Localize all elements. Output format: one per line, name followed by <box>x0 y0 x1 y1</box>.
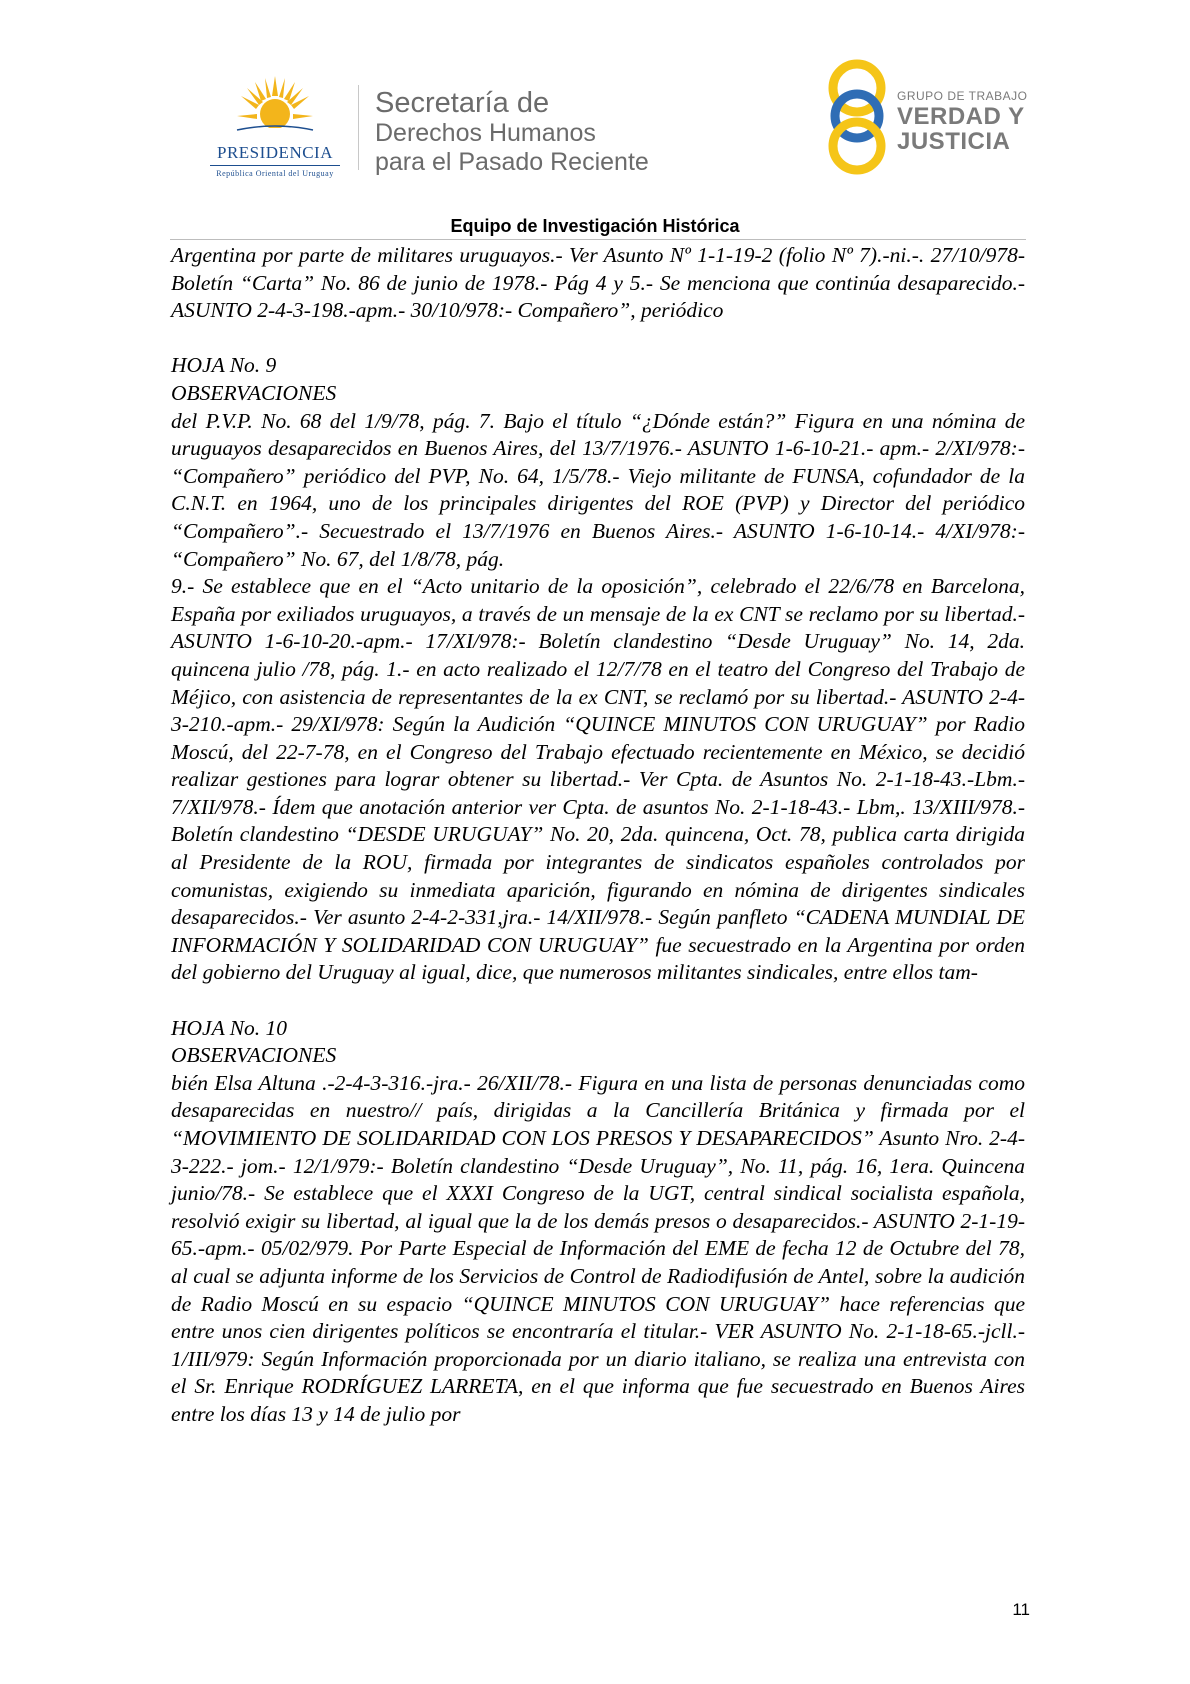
secretaria-line-1: Secretaría de <box>375 87 550 119</box>
hoja-9-paragraph: del P.V.P. No. 68 del 1/9/78, pág. 7. Bajo el título “¿Dónde están?” Figura en una nómina de uruguayos desaparecidos en Buenos Aires, del 13/7/1976.- ASUNTO 1-6-10-21.- apm.- 2/XI/978:- “Compañero” periódico del PVP, No. 64, 1/5/78.- Viejo militante de FUNSA, cofundador de la C.N.T. en 1964, uno de los principales dirigentes del ROE (PVP) y Director del periódico “Compañero”.- Secuestrado el 13/7/1976 en Buenos Aires.- ASUNTO 1-6-10-14.- 4/XI/978:- “Compañero” No. 67, del 1/8/78, pág. <box>171 408 1025 571</box>
presidencia-wordmark: PRESIDENCIA <box>216 143 333 162</box>
verdad-justicia-logo-icon <box>822 58 892 178</box>
presidencia-rule <box>210 165 340 166</box>
spacer <box>171 325 1025 353</box>
verdad-justicia-wordmark <box>897 88 1027 154</box>
intro-paragraph: Argentina por parte de militares uruguayos.- Ver Asunto Nº 1-1-19-2 (folio Nº 7).-ni.-. 27/10/978- Boletín “Carta” No. 86 de junio de 1978.- Pág 4 y 5.- Se menciona que continúa desaparecido.- ASUNTO 2-4-3-198.-apm.- 30/10/978:- Compañero”, periódico <box>171 243 1025 323</box>
secretaria-line-3: para el Pasado Reciente <box>375 148 649 176</box>
spacer <box>171 987 1025 1015</box>
secretaria-title <box>375 88 649 177</box>
presidencia-logo <box>190 70 360 180</box>
hoja-9-paragraph-2: 9.- Se establece que en el “Acto unitario de la oposición”, celebrado el 22/6/78 en Barcelona, España por exiliados uruguayos, a través de un mensaje de la ex CNT se reclamo por su libertad.- ASUNTO 1-6-10-20.-apm.- 17/XI/978:- Boletín clandestino “Desde Uruguay” No. 14, 2da. quincena julio /78, pág. 1.- en acto realizado el 12/7/78 en el teatro del Congreso del Trabajo de Méjico, con asistencia de representantes de la ex CNT, se reclamó por su libertad.- ASUNTO 2-4-3-210.-apm.- 29/XI/978: Según la Audición “QUINCE MINUTOS CON URUGUAY” por Radio Moscú, del 22-7-78, en el Congreso del Trabajo efectuado recientemente en México, se decidió realizar gestiones para lograr obtener su libertad.- Ver Cpta. de Asuntos No. 2-1-18-43.-Lbm.- 7/XII/978.- Ídem que anotación anterior ver Cpta. de asuntos No. 2-1-18-43.- Lbm,. 13/XIII/978.- Boletín clandestino “DESDE URUGUAY” No. 20, 2da. quincena, Oct. 78, publica carta dirigida al Presidente de la ROU, firmada por integrantes de sindicatos españoles controlados por comunistas, exigiendo su inmediata aparición, figurando en nómina de dirigentes sindicales desaparecidos.- Ver asunto 2-4-2-331,jra.- 14/XII/978.- Según panfleto “CADENA MUNDIAL DE INFORMACIÓN Y SOLIDARIDAD CON URUGUAY” fue secuestrado en la Argentina por orden del gobierno del Uruguay al igual, dice, que numerosos militantes sindicales, entre ellos tam- <box>171 574 1025 985</box>
hoja-10-paragraph: bién Elsa Altuna .-2-4-3-316.-jra.- 26/XII/78.- Figura en una lista de personas denunciadas como desaparecidas en nuestro// país, dirigidas a la Cancillería Británica y firmada por el “MOVIMIENTO DE SOLIDARIDAD CON LOS PRESOS Y DESAPARECIDOS” Asunto Nro. 2-4-3-222.- jom.- 12/1/979:- Boletín clandestino “Desde Uruguay”, No. 11, pág. 16, 1era. Quincena junio/78.- Se establece que el XXXI Congreso de la UGT, central sindical socialista española, resolvió exigir su libertad, al igual que la de los demás presos o desaparecidos.- ASUNTO 2-1-19-65.-apm.- 05/02/979. Por Parte Especial de Información del EME de fecha 12 de Octubre del 78, al cual se adjunta informe de los Servicios de Control de Radiodifusión de Antel, sobre la audición de Radio Moscú en su espacio “QUINCE MINUTOS CON URUGUAY” hace referencias que entre unos cien dirigentes políticos se encontraría el titular.- VER ASUNTO No. 2-1-18-65.-jcll.- 1/III/979: Según Información proporcionada por un diario italiano, se realiza una entrevista con el Sr. Enrique RODRÍGUEZ LARRETA, en el que informa que fue secuestrado en Buenos Aires entre los días 13 y 14 de julio por <box>171 1070 1025 1426</box>
hoja-9-title: HOJA No. 9 <box>171 353 277 378</box>
justicia-label: JUSTICIA <box>897 128 1011 155</box>
presidencia-subtitle: República Oriental del Uruguay <box>216 169 334 178</box>
header-divider <box>358 85 359 170</box>
secretaria-line-2: Derechos Humanos <box>375 119 596 147</box>
page-number: 11 <box>1012 1600 1030 1619</box>
hoja-10-observaciones: OBSERVACIONES <box>171 1043 337 1068</box>
team-heading: Equipo de Investigación Histórica <box>450 216 740 236</box>
hoja-9-observaciones: OBSERVACIONES <box>171 380 337 405</box>
document-body <box>171 242 1025 1429</box>
grupo-trabajo-label: GRUPO DE TRABAJO <box>897 89 1028 103</box>
verdad-label: VERDAD Y <box>897 103 1025 130</box>
sun-emblem-icon <box>235 70 315 150</box>
heading-rule <box>170 239 1026 240</box>
hoja-10-title: HOJA No. 10 <box>171 1015 288 1040</box>
